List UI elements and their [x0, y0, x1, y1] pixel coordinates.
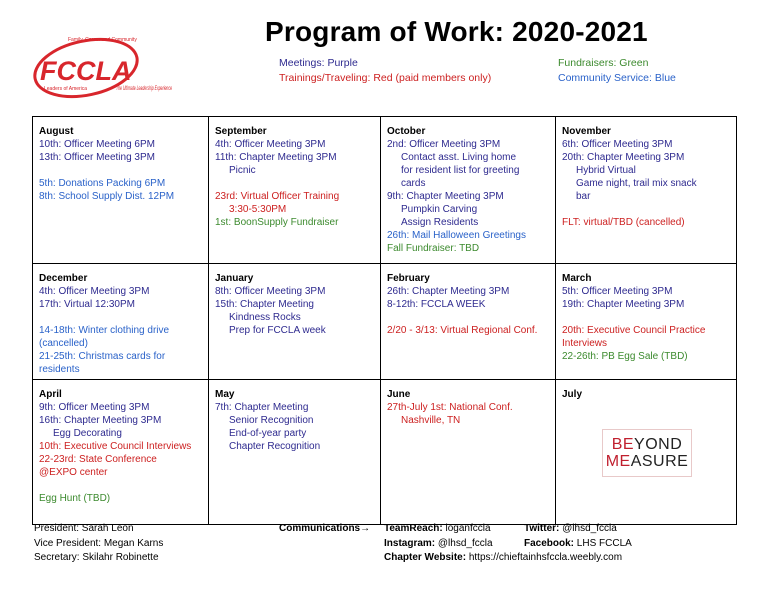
legend-meetings: Meetings: Purple [279, 57, 358, 69]
facebook-value: LHS FCCLA [576, 537, 632, 549]
event: 14-18th: Winter clothing drive [39, 325, 170, 336]
event: Kindness Rocks [229, 312, 301, 323]
page-title: Program of Work: 2020-2021 [265, 16, 648, 47]
event: Chapter Recognition [229, 441, 321, 452]
event: 27th-July 1st: National Conf. [387, 402, 513, 413]
event: 26th: Mail Halloween Greetings [387, 230, 526, 241]
event: Assign Residents [401, 217, 479, 228]
event: Egg Hunt (TBD) [39, 493, 111, 504]
month-name: April [39, 389, 62, 400]
logo-sub-text: Leaders of America [44, 86, 88, 92]
website-label: Chapter Website: [384, 552, 467, 563]
event: Picnic [229, 165, 256, 176]
event: 8th: School Supply Dist. 12PM [39, 191, 175, 202]
month-cell-september [209, 117, 381, 264]
badge-asure: ASURE [630, 453, 689, 470]
month-cell-october [381, 117, 556, 264]
event: 16th: Chapter Meeting 3PM [39, 415, 162, 426]
instagram-label: Instagram: [384, 537, 436, 549]
event: 5th: Officer Meeting 3PM [562, 286, 673, 297]
beyond-measure-badge [602, 429, 692, 477]
event: 9th: Chapter Meeting 3PM [387, 191, 504, 202]
instagram-value: @lhsd_fccla [437, 537, 493, 549]
event: 21-25th: Christmas cards for [39, 351, 166, 362]
badge-be: BE [611, 436, 635, 453]
badge-me: ME [605, 453, 631, 470]
event: 15th: Chapter Meeting [215, 299, 314, 310]
event: Game night, trail mix snack [576, 178, 697, 189]
month-name: May [215, 389, 235, 400]
event: 19th: Chapter Meeting 3PM [562, 299, 685, 310]
event: (cancelled) [39, 338, 88, 349]
month-cell-april [33, 380, 209, 525]
legend-trainings: Trainings/Traveling: Red (paid members only) [279, 72, 492, 84]
teamreach-label: TeamReach: [384, 523, 443, 534]
month-cell-november [556, 117, 737, 264]
communications-label: Communications→ [279, 523, 371, 534]
event: 20th: Chapter Meeting 3PM [562, 152, 685, 163]
event: 4th: Officer Meeting 3PM [39, 286, 150, 297]
event: 20th: Executive Council Practice [562, 325, 706, 336]
month-name: February [387, 273, 430, 284]
event: 3:30-5:30PM [229, 204, 287, 215]
twitter-label: Twitter: [524, 523, 560, 534]
event: Fall Fundraiser: TBD [387, 243, 480, 254]
event: End-of-year party [229, 428, 307, 439]
event: bar [576, 191, 591, 202]
secretary: Secretary: Skilahr Robinette [34, 552, 159, 563]
month-name: November [562, 126, 611, 137]
event: Hybrid Virtual [576, 165, 636, 176]
month-cell-january [209, 264, 381, 380]
logo-arc-text: Family, Career and Community [68, 37, 137, 43]
logo-tagline: The Ultimate Leadership Experience [116, 86, 173, 92]
month-name: December [39, 273, 88, 284]
event: 9th: Officer Meeting 3PM [39, 402, 150, 413]
month-cell-june [381, 380, 556, 525]
website-link[interactable]: https://chieftainhsfccla.weebly.com [468, 552, 623, 563]
teamreach [384, 522, 491, 537]
month-name: March [562, 273, 592, 284]
event: 5th: Donations Packing 6PM [39, 178, 166, 189]
program-calendar [32, 116, 737, 525]
event: 4th: Officer Meeting 3PM [215, 139, 326, 150]
event: 22-26th: PB Egg Sale (TBD) [562, 351, 688, 362]
fccla-logo [30, 28, 174, 114]
event: 2/20 - 3/13: Virtual Regional Conf. [387, 325, 538, 336]
event: 23rd: Virtual Officer Training [215, 191, 340, 202]
month-name: September [215, 126, 267, 137]
event: for resident list for greeting [401, 165, 520, 176]
event: 8-12th: FCCLA WEEK [387, 299, 486, 310]
month-cell-august [33, 117, 209, 264]
event: Egg Decorating [53, 428, 122, 439]
event: 13th: Officer Meeting 3PM [39, 152, 155, 163]
twitter-value: @lhsd_fccla [562, 523, 617, 534]
event: Nashville, TN [401, 415, 461, 426]
month-name: June [387, 389, 411, 400]
event: 26th: Chapter Meeting 3PM [387, 286, 510, 297]
facebook-label: Facebook: [524, 537, 575, 549]
legend-fundraisers: Fundraisers: Green [558, 57, 649, 69]
month-cell-february [381, 264, 556, 380]
event: FLT: virtual/TBD (cancelled) [562, 217, 685, 228]
logo-wordmark: FCCLA [40, 56, 132, 86]
instagram [384, 537, 493, 552]
event: residents [39, 364, 80, 375]
teamreach-value: loganfccla [445, 523, 491, 534]
chapter-website [384, 551, 622, 566]
month-name: August [39, 126, 74, 137]
month-cell-december [33, 264, 209, 380]
vice-president: Vice President: Megan Karns [34, 537, 164, 549]
event: 6th: Officer Meeting 3PM [562, 139, 673, 150]
event: 10th: Executive Council Interviews [39, 441, 192, 452]
event: 10th: Officer Meeting 6PM [39, 139, 155, 150]
event: Contact asst. Living home [401, 152, 517, 163]
facebook [524, 537, 632, 552]
event: 7th: Chapter Meeting [215, 402, 309, 413]
event: 8th: Officer Meeting 3PM [215, 286, 326, 297]
event: Senior Recognition [229, 415, 314, 426]
month-cell-july [556, 380, 737, 525]
event: Interviews [562, 338, 608, 349]
president: President: Sarah Leon [34, 523, 134, 534]
badge-yond: YOND [634, 436, 683, 453]
month-cell-may [209, 380, 381, 525]
month-name: July [562, 389, 583, 400]
event: 2nd: Officer Meeting 3PM [387, 139, 501, 150]
event: @EXPO center [39, 467, 108, 478]
event: cards [401, 178, 426, 189]
event: 22-23rd: State Conference [39, 454, 157, 465]
month-name: October [387, 126, 426, 137]
officers-list [34, 522, 163, 566]
event: Prep for FCCLA week [229, 325, 326, 336]
event: 11th: Chapter Meeting 3PM [215, 152, 337, 163]
month-cell-march [556, 264, 737, 380]
month-name: January [215, 273, 254, 284]
event: 17th: Virtual 12:30PM [39, 299, 135, 310]
event: Pumpkin Carving [401, 204, 478, 215]
twitter [524, 522, 617, 537]
event: 1st: BoonSupply Fundraiser [215, 217, 339, 228]
legend-service: Community Service: Blue [558, 72, 676, 84]
